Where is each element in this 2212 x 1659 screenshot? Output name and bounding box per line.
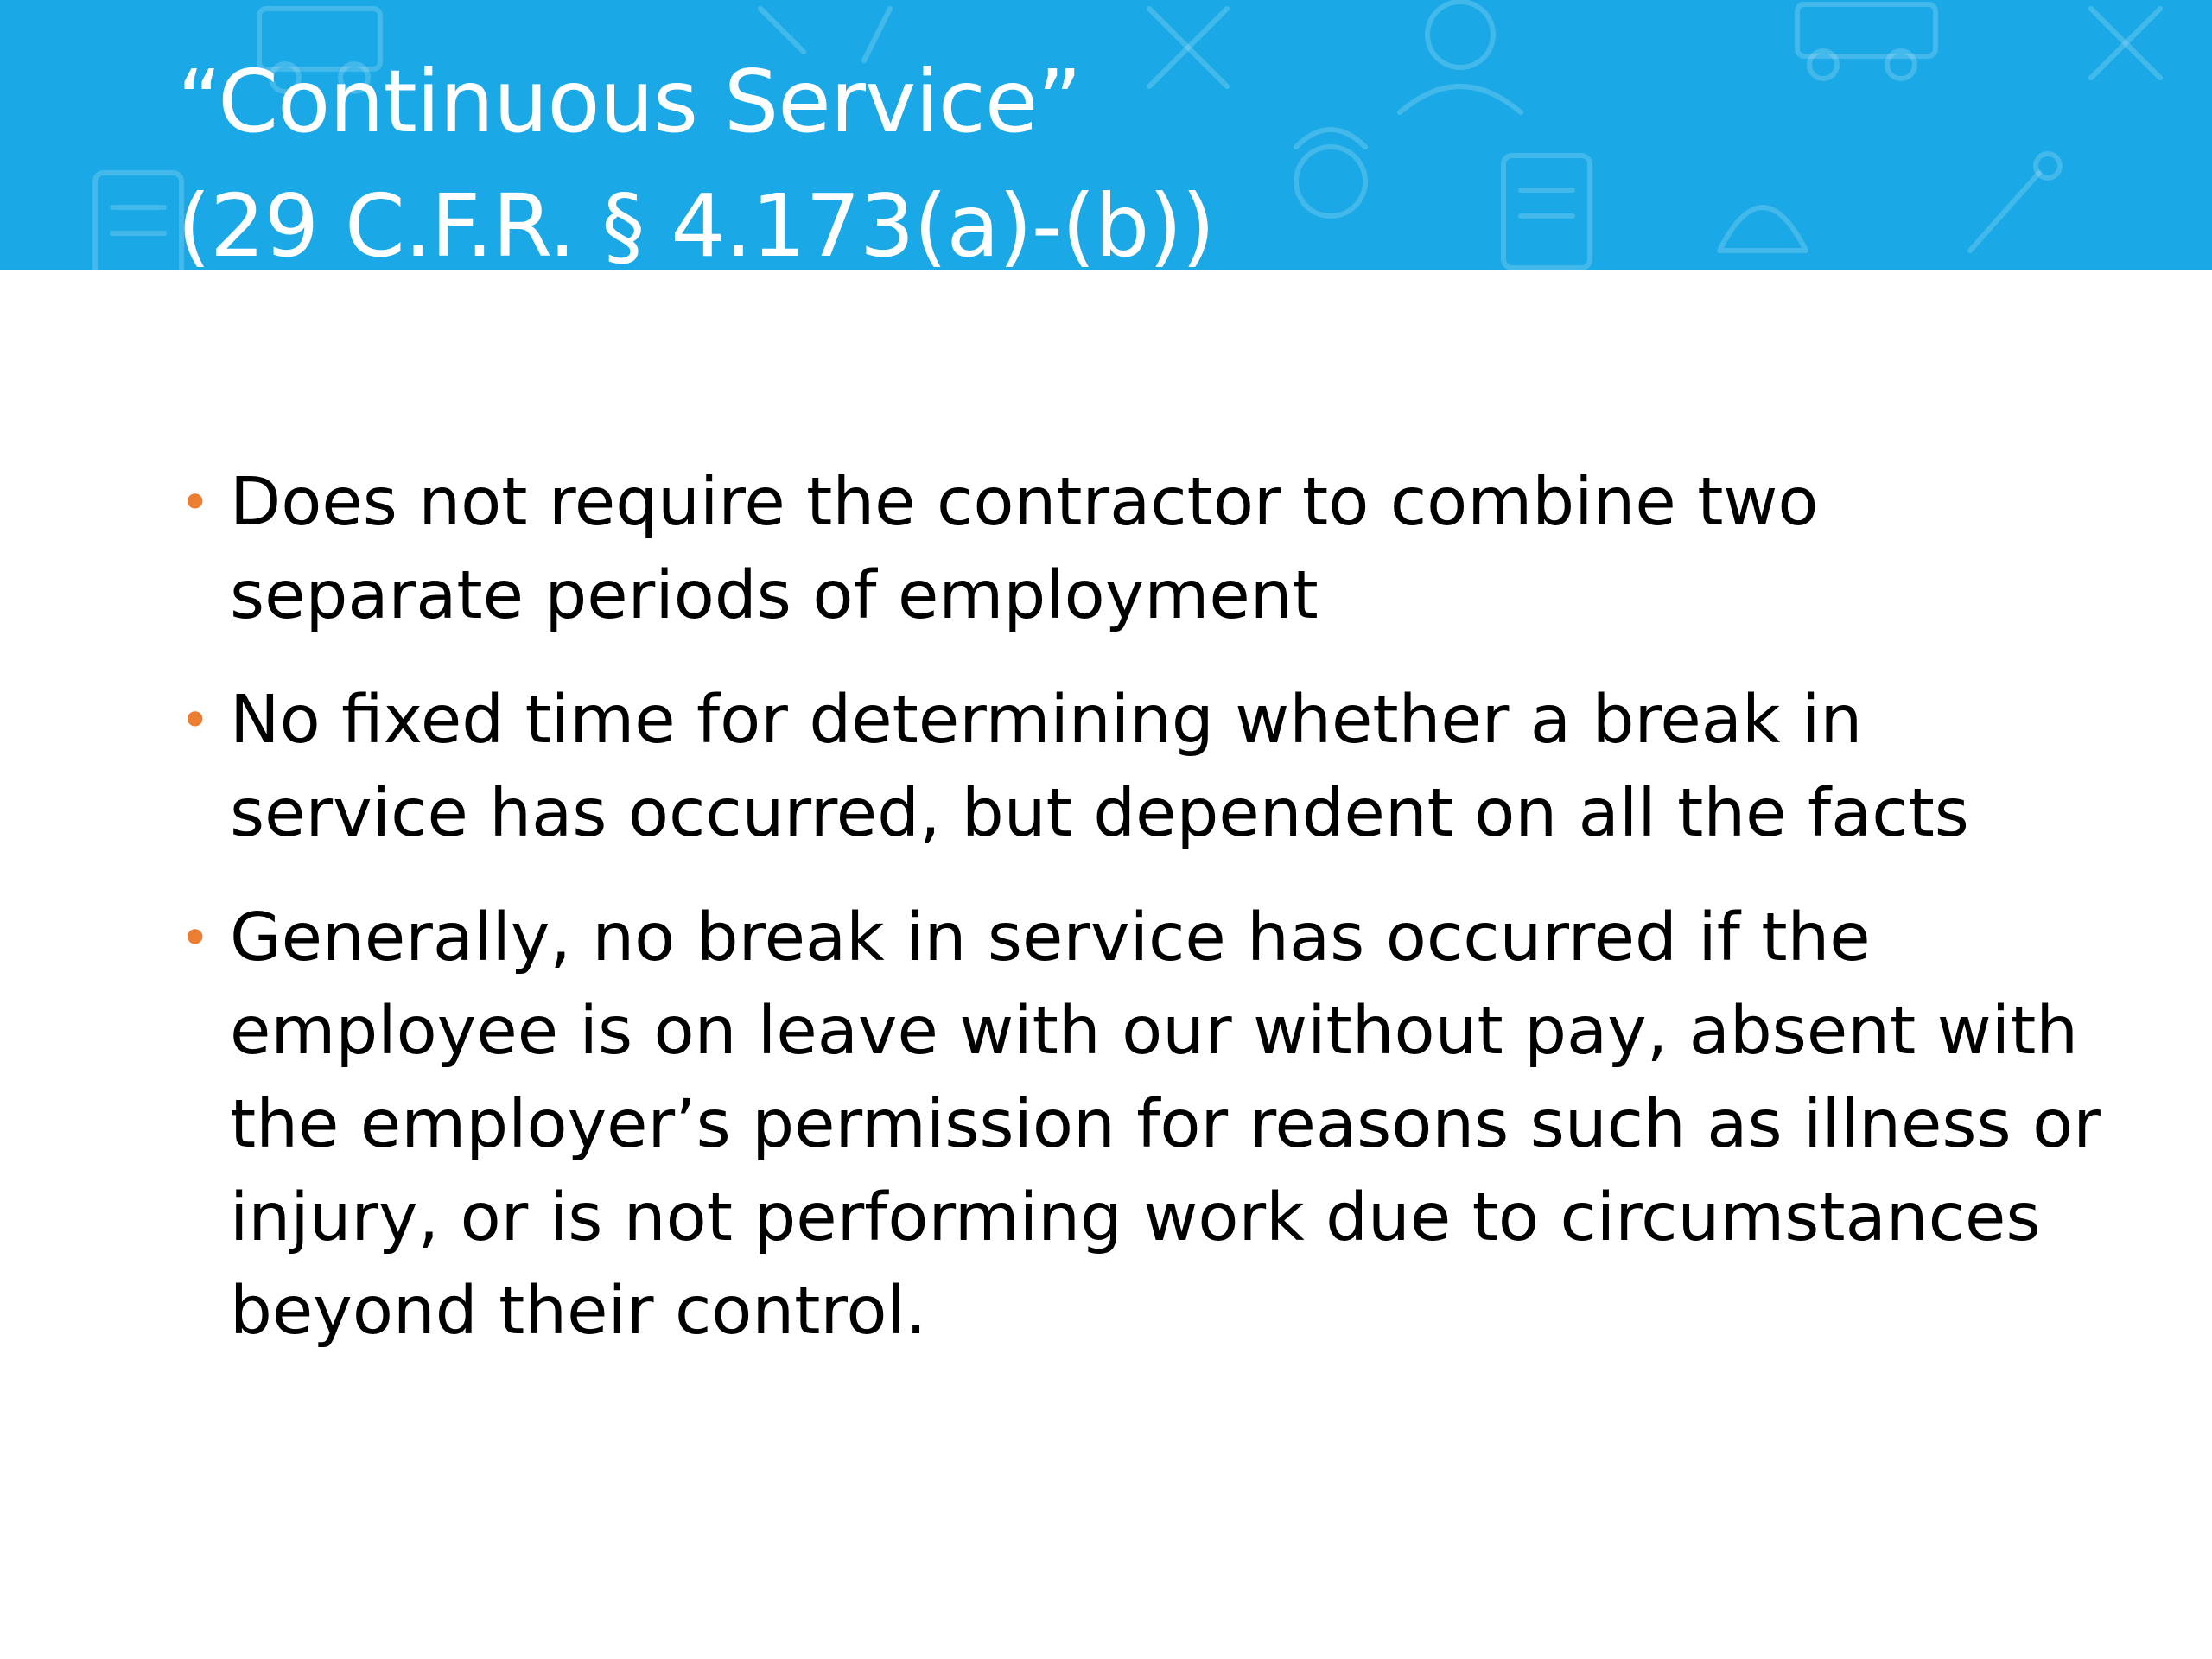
clipboard-icon (1503, 156, 1590, 268)
clipboard-icon (95, 173, 181, 270)
truck-icon (1797, 4, 1936, 79)
bullet-item (173, 674, 2108, 861)
worker-icon (1400, 2, 1521, 112)
slide-body (173, 456, 2108, 1389)
bullet-marker: • (180, 690, 211, 751)
wrench-icon (2091, 9, 2160, 78)
bullet-marker: • (180, 908, 211, 969)
bullet-item (173, 456, 2108, 643)
bullet-item (173, 892, 2108, 1358)
hardhat-icon (1719, 207, 1806, 251)
chef-icon (1296, 130, 1365, 216)
bullet-text: Generally, no break in service has occurred if the employee is on leave with our without pay, absent with the employer’s permission for reasons such as illness or injury, or is not performing work due to circumstances beyond their control. (230, 899, 2101, 1350)
slide-title (177, 40, 1214, 270)
bullet-marker: • (180, 473, 211, 533)
title-banner (0, 0, 2212, 270)
title-line-1: “Continuous Service” (177, 51, 1082, 152)
bullet-text: Does not require the contractor to combine two separate periods of employment (230, 464, 1819, 634)
title-line-2: (29 C.F.R. § 4.173(a)-(b)) (177, 175, 1215, 270)
bullet-text: No fixed time for determining whether a break in service has occurred, but dependent on all the facts (230, 682, 1969, 852)
shovel-icon (1970, 154, 2060, 251)
bullet-list (173, 456, 2108, 1358)
